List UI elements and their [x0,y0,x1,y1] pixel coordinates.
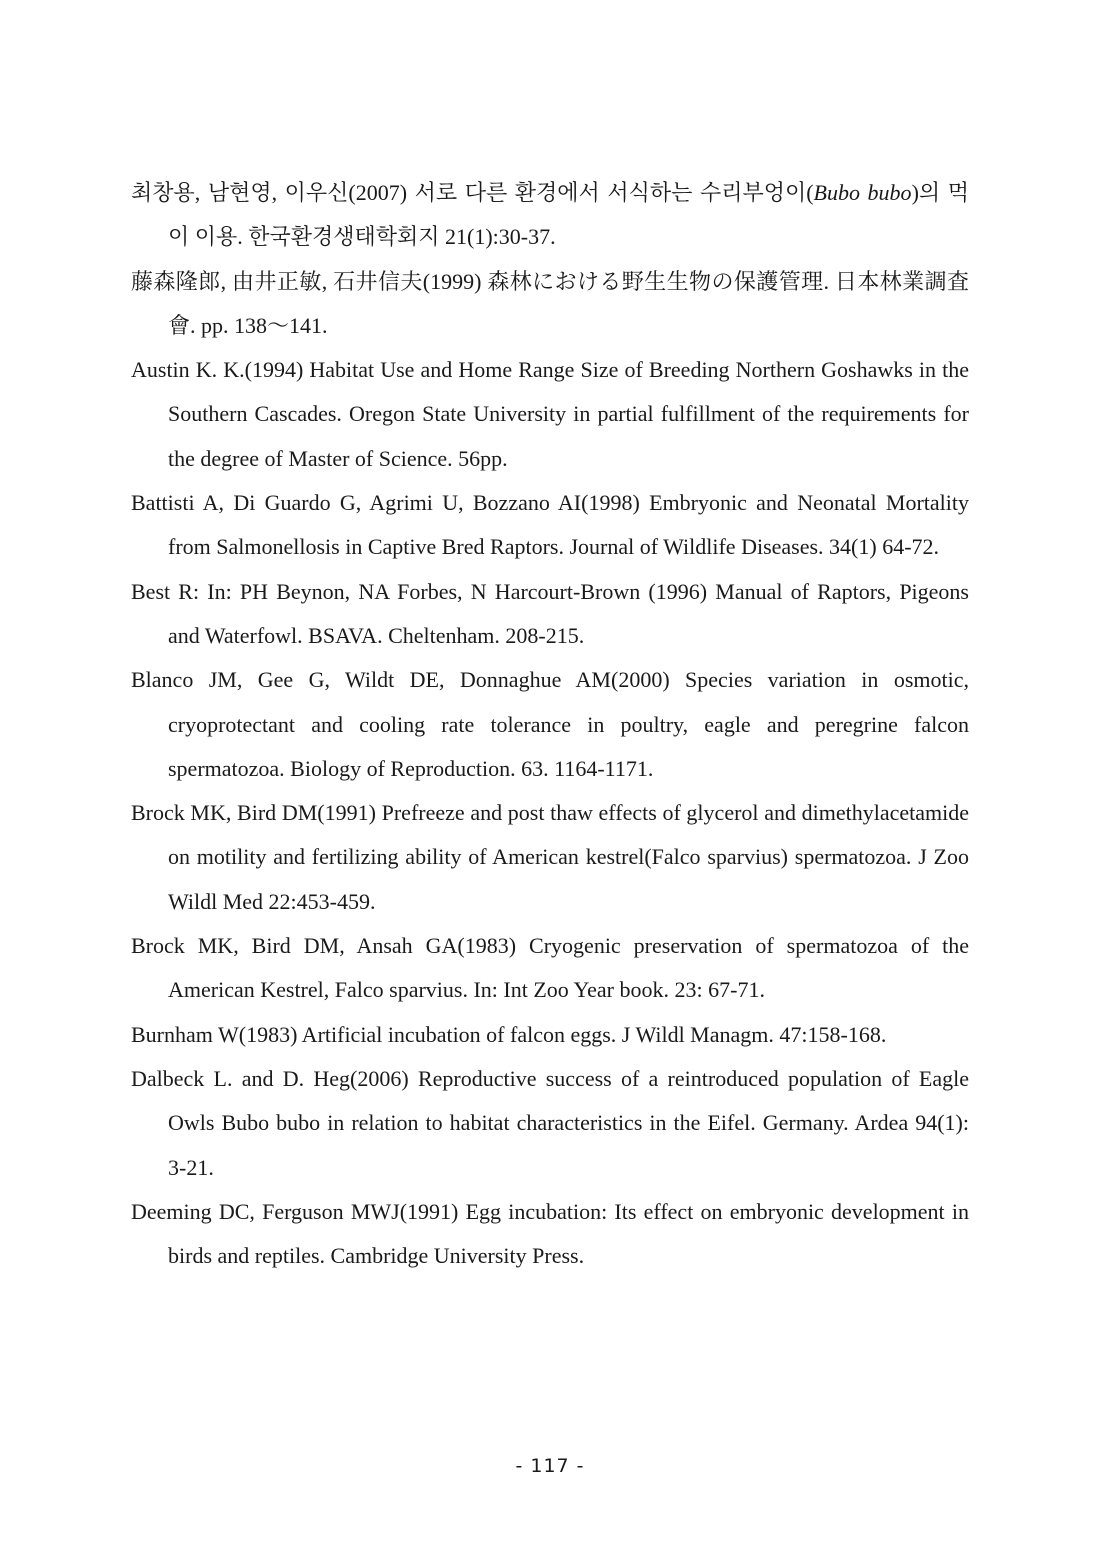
reference-item [131,260,969,349]
reference-text: Austin K. K.(1994) Habitat Use and Home Range Size of Breeding Northern Goshawks in the Southern Cascades. Oregon State University in partial fulfillment of the requirements for the degree of Master of Science. 56pp. [131,357,969,471]
reference-item [131,791,969,924]
reference-text: Dalbeck L. and D. Heg(2006) Reproductive success of a reintroduced population of Eagle Owls Bubo bubo in relation to habitat characteristics in the Eifel. Germany. Ardea 94(1): 3‐21. [131,1065,969,1180]
reference-text: Burnham W(1983) Artificial incubation of falcon eggs. J Wildl Managm. 47:158-168. [131,1021,887,1047]
reference-item [131,924,969,1013]
reference-item [131,1190,969,1279]
reference-text: Best R: In: PH Beynon, NA Forbes, N Harcourt-Brown (1996) Manual of Raptors, Pigeons and Waterfowl. BSAVA. Cheltenham. 208-215. [131,578,969,648]
page-number: - 117 - [515,1455,585,1477]
reference-item [131,570,969,659]
reference-text: 최창용, 남현영, 이우신(2007) 서로 다른 환경에서 서식하는 수리부엉이( [131,180,814,205]
reference-item [131,658,969,791]
reference-text: Deeming DC, Ferguson MWJ(1991) Egg incubation: Its effect on embryonic development in birds and reptiles. Cambridge University Press. [131,1198,969,1269]
reference-text: )의 먹이 이용. 한국환경생태학회지 21(1):30-37. [168,180,969,250]
reference-item [131,1013,969,1057]
reference-text: Brock MK, Bird DM, Ansah GA(1983) Cryogenic preservation of spermatozoa of the American Kestrel, Falco sparvius. In: Int Zoo Year book. 23: 67-71. [131,933,969,1003]
reference-text: 藤森隆郎, 由井正敏, 石井信夫(1999) 森林における野生生物の保護管理. 日本林業調査會. pp. 138～141. [131,268,969,338]
reference-text: Blanco JM, Gee G, Wildt DE, Donnaghue AM(2000) Species variation in osmotic, cryoprotectant and cooling rate tolerance in poultry, eagle and peregrine falcon spermatozoa. Biology of Reproduction. 63. 1164-1171. [131,667,969,781]
reference-text: Brock MK, Bird DM(1991) Prefreeze and post thaw effects of glycerol and dimethylacetamide on motility and fertilizing ability of American kestrel(Falco sparvius) spermatozoa. J Zoo Wildl Med 22:453-459. [131,800,969,914]
reference-item [131,348,969,481]
reference-text: Battisti A, Di Guardo G, Agrimi U, Bozzano AI(1998) Embryonic and Neonatal Mortality from Salmonellosis in Captive Bred Raptors. Journal of Wildlife Diseases. 34(1) 64-72. [131,490,969,560]
reference-item [131,171,969,260]
reference-item [131,481,969,570]
reference-text-italic: Bubo bubo [813,180,912,205]
reference-list [131,171,969,1278]
reference-item [131,1057,969,1190]
